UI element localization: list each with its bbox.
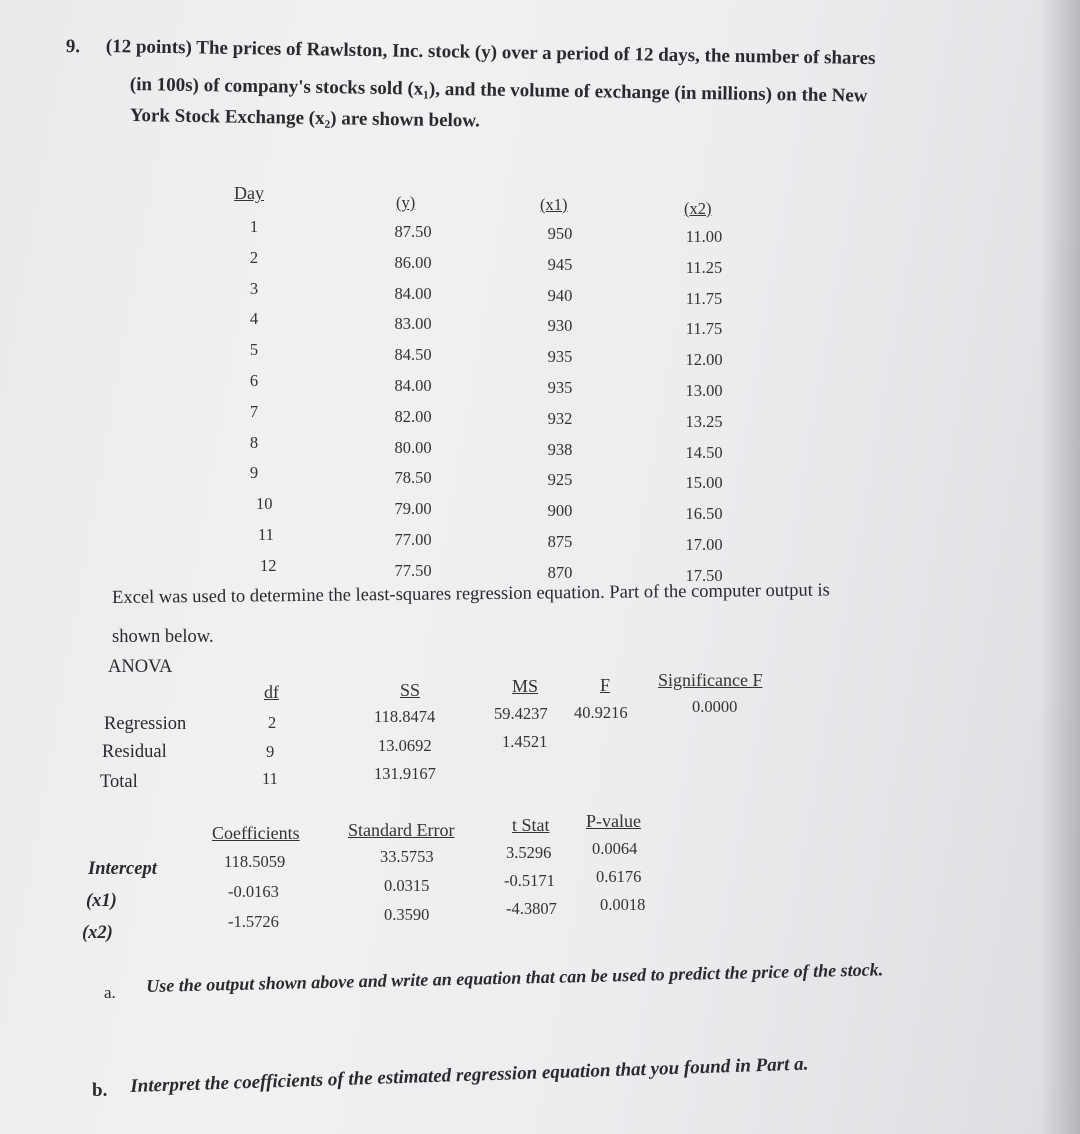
x1-cell: 935 (547, 377, 573, 397)
coef-p-value: 0.6176 (596, 867, 642, 886)
day-column (236, 212, 277, 582)
header-y: (y) (396, 193, 416, 212)
y-cell: 77.50 (394, 560, 432, 580)
x2-cell: 12.00 (685, 350, 723, 370)
anova-title: ANOVA (108, 657, 173, 677)
y-cell: 84.00 (394, 375, 432, 395)
y-cell: 82.00 (394, 406, 432, 426)
coef-t-stat: -4.3807 (506, 899, 557, 918)
anova-significance: 0.0000 (692, 697, 738, 716)
x1-cell: 870 (547, 562, 573, 582)
y-cell: 84.00 (394, 283, 432, 303)
x1-cell: 900 (547, 501, 573, 521)
x1-cell: 930 (547, 316, 573, 336)
question-line-1: (12 points) The prices of Rawlston, Inc. stock (y) over a period of 12 days, the number of shares (105, 36, 876, 70)
question-line-2: (in 100s) of company's stocks sold (x₁), and the volume of exchange (in millions) on the New (129, 74, 868, 107)
excel-note-line-2: shown below. (112, 627, 214, 647)
anova-ss: 131.9167 (374, 764, 436, 783)
day-cell: 11 (258, 524, 274, 544)
question-line-3: York Stock Exchange (x₂) are shown below. (129, 105, 480, 132)
coef-header-t-stat: t Stat (512, 815, 550, 835)
anova-header-f: F (600, 675, 611, 695)
x1-column (530, 219, 590, 589)
x2-cell: 15.00 (685, 473, 723, 493)
day-cell: 12 (260, 555, 277, 575)
day-cell: 6 (249, 370, 259, 390)
coef-row-label: Intercept (88, 859, 157, 879)
anova-df: 11 (262, 769, 278, 788)
anova-f: 40.9216 (574, 703, 628, 722)
anova-header-ms: MS (512, 676, 539, 696)
header-day: Day (234, 183, 264, 203)
y-cell: 77.00 (394, 529, 432, 549)
x1-cell: 935 (547, 347, 573, 367)
coef-standard-error: 0.3590 (384, 905, 430, 924)
y-cell: 80.00 (394, 437, 432, 457)
coef-standard-error: 33.5753 (380, 847, 434, 866)
y-cell: 86.00 (394, 252, 432, 272)
day-cell: 4 (249, 309, 259, 329)
day-cell: 2 (249, 247, 259, 267)
coef-t-stat: -0.5171 (504, 871, 555, 890)
y-cell: 84.50 (394, 345, 432, 365)
anova-row-label: Residual (102, 742, 167, 762)
coef-header-p-value: P-value (586, 811, 641, 831)
day-cell: 3 (249, 278, 259, 298)
coef-value: -1.5726 (228, 912, 279, 931)
anova-header-significance: Significance F (658, 670, 763, 690)
coef-t-stat: 3.5296 (506, 843, 552, 862)
coef-row-label: (x1) (86, 891, 117, 911)
coef-p-value: 0.0064 (592, 839, 638, 858)
x1-cell: 925 (547, 470, 573, 490)
day-cell: 10 (256, 494, 273, 514)
coef-p-value: 0.0018 (600, 895, 646, 914)
day-cell: 1 (249, 217, 259, 236)
x2-cell: 13.00 (685, 380, 723, 400)
day-cell: 5 (249, 340, 259, 360)
x2-cell: 13.25 (685, 411, 723, 431)
coef-header-standard-error: Standard Error (348, 820, 455, 840)
y-cell: 87.50 (394, 222, 432, 241)
x1-cell: 950 (547, 224, 573, 243)
day-cell: 9 (249, 463, 259, 483)
header-x2: (x2) (684, 199, 712, 218)
coef-row-label: (x2) (82, 923, 113, 943)
header-x1: (x1) (540, 195, 568, 214)
x1-cell: 945 (547, 254, 573, 274)
y-column (378, 217, 448, 587)
question-number: 9. (65, 36, 81, 58)
y-cell: 79.00 (394, 499, 432, 519)
page-edge-shadow (1040, 0, 1080, 1134)
day-cell: 8 (249, 432, 259, 452)
anova-row-label: Total (100, 772, 138, 792)
day-cell: 7 (249, 401, 259, 421)
y-cell: 78.50 (394, 468, 432, 488)
coef-standard-error: 0.0315 (384, 876, 430, 895)
x2-cell: 14.50 (685, 442, 723, 462)
anova-df: 2 (268, 713, 277, 732)
anova-ss: 118.8474 (374, 707, 436, 726)
x1-cell: 938 (547, 439, 573, 459)
x2-cell: 11.00 (685, 227, 723, 246)
x1-cell: 940 (547, 285, 573, 305)
anova-header-ss: SS (400, 680, 421, 700)
anova-row-label: Regression (104, 714, 187, 734)
anova-ms: 59.4237 (494, 704, 548, 723)
x1-cell: 875 (547, 531, 573, 551)
anova-df: 9 (266, 742, 275, 761)
anova-header-df: df (264, 682, 279, 702)
x1-cell: 932 (547, 408, 573, 428)
part-a-label: a. (104, 983, 116, 1002)
y-cell: 83.00 (394, 314, 432, 334)
x2-cell: 11.75 (685, 319, 723, 339)
x2-cell: 11.75 (685, 288, 723, 308)
coef-value: -0.0163 (228, 882, 279, 901)
x2-cell: 16.50 (685, 504, 723, 524)
part-b-text: Interpret the coefficients of the estimated regression equation that you found in Part a. (130, 1053, 809, 1097)
coef-value: 118.5059 (224, 852, 286, 871)
anova-ss: 13.0692 (378, 736, 432, 755)
part-a-text: Use the output shown above and write an equation that can be used to predict the price of the stock. (146, 959, 884, 996)
coef-header-coefficients: Coefficients (212, 823, 300, 843)
x2-cell: 17.50 (685, 565, 723, 585)
x2-cell: 11.25 (685, 257, 723, 277)
x2-column (672, 222, 736, 592)
anova-ms: 1.4521 (502, 732, 548, 751)
excel-note-line-1: Excel was used to determine the least-squares regression equation. Part of the computer output is (112, 580, 830, 608)
part-b-label: b. (92, 1080, 108, 1101)
x2-cell: 17.00 (685, 534, 723, 554)
